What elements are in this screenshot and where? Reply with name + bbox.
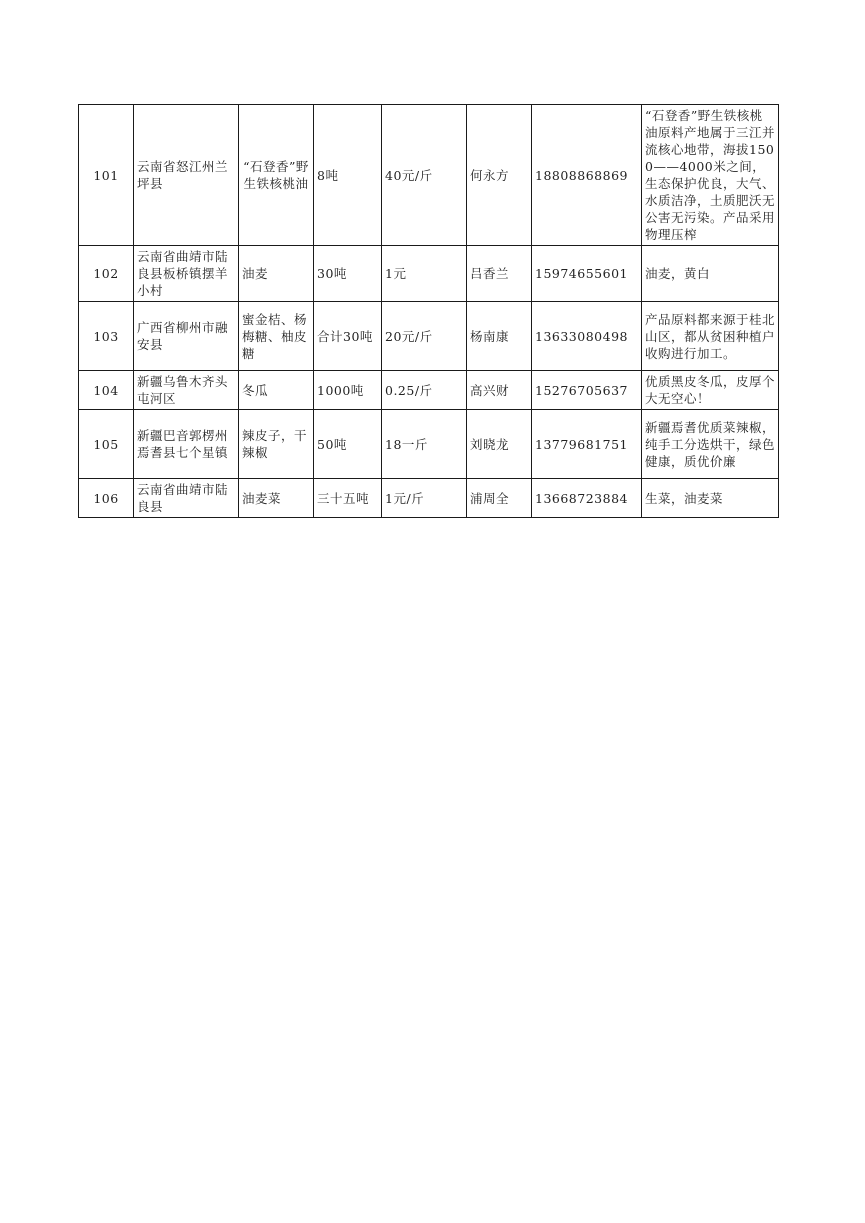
contact-person: 浦周全 (467, 479, 532, 518)
product-name: 油麦 (239, 246, 314, 302)
product-name: “石登香”野生铁核桃油 (239, 105, 314, 246)
unit-price: 0.25/斤 (382, 371, 467, 410)
product-description: “石登香”野生铁核桃油原料产地属于三江并流核心地带，海拔1500——4000米之间，生态保护优良，大气、水质洁净，土质肥沃无公害无污染。产品采用物理压榨 (642, 105, 779, 246)
origin-place: 云南省曲靖市陆良县 (134, 479, 239, 518)
row-number: 104 (79, 371, 134, 410)
origin-place: 新疆乌鲁木齐头屯河区 (134, 371, 239, 410)
supply-quantity: 30吨 (314, 246, 382, 302)
row-number: 105 (79, 410, 134, 479)
table-row (79, 105, 779, 246)
row-number: 101 (79, 105, 134, 246)
supply-quantity: 1000吨 (314, 371, 382, 410)
row-number: 106 (79, 479, 134, 518)
supply-table (78, 104, 779, 518)
contact-person: 杨南康 (467, 302, 532, 371)
contact-person: 刘晓龙 (467, 410, 532, 479)
origin-place: 新疆巴音郭楞州焉耆县七个星镇 (134, 410, 239, 479)
contact-person: 何永方 (467, 105, 532, 246)
table-row (79, 410, 779, 479)
origin-place: 广西省柳州市融安县 (134, 302, 239, 371)
phone-number: 15276705637 (532, 371, 642, 410)
product-name: 冬瓜 (239, 371, 314, 410)
product-name: 辣皮子，干辣椒 (239, 410, 314, 479)
phone-number: 13668723884 (532, 479, 642, 518)
product-description: 生菜，油麦菜 (642, 479, 779, 518)
table-row (79, 371, 779, 410)
table-row (79, 246, 779, 302)
contact-person: 吕香兰 (467, 246, 532, 302)
product-name: 油麦菜 (239, 479, 314, 518)
table-row (79, 302, 779, 371)
supply-quantity: 三十五吨 (314, 479, 382, 518)
unit-price: 1元/斤 (382, 479, 467, 518)
unit-price: 1元 (382, 246, 467, 302)
supply-quantity: 8吨 (314, 105, 382, 246)
phone-number: 18808868869 (532, 105, 642, 246)
supply-quantity: 50吨 (314, 410, 382, 479)
origin-place: 云南省怒江州兰坪县 (134, 105, 239, 246)
table-row (79, 479, 779, 518)
product-description: 优质黑皮冬瓜，皮厚个大无空心！ (642, 371, 779, 410)
origin-place: 云南省曲靖市陆良县板桥镇摆羊小村 (134, 246, 239, 302)
contact-person: 高兴财 (467, 371, 532, 410)
product-name: 蜜金桔、杨梅糖、柚皮糖 (239, 302, 314, 371)
row-number: 103 (79, 302, 134, 371)
unit-price: 40元/斤 (382, 105, 467, 246)
phone-number: 15974655601 (532, 246, 642, 302)
unit-price: 20元/斤 (382, 302, 467, 371)
phone-number: 13779681751 (532, 410, 642, 479)
phone-number: 13633080498 (532, 302, 642, 371)
row-number: 102 (79, 246, 134, 302)
product-description: 油麦，黄白 (642, 246, 779, 302)
unit-price: 18一斤 (382, 410, 467, 479)
product-description: 产品原料都来源于桂北山区，都从贫困种植户收购进行加工。 (642, 302, 779, 371)
product-description: 新疆焉耆优质菜辣椒，纯手工分选烘干，绿色健康，质优价廉 (642, 410, 779, 479)
supply-quantity: 合计30吨 (314, 302, 382, 371)
